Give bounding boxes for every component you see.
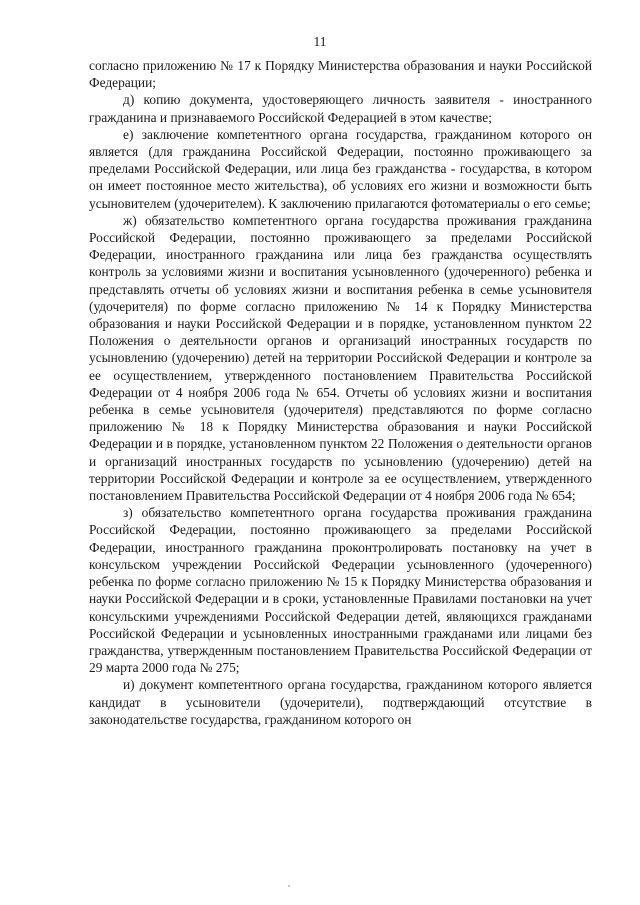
paragraph-item-d: д) копию документа, удостоверяющего личность заявителя - иностранного гражданина и признаваемого Российской Федерацией в этом качестве; bbox=[89, 92, 592, 125]
page-number: 11 bbox=[313, 34, 327, 49]
paragraph-continuation: согласно приложению № 17 к Порядку Министерства образования и науки Российской Федерации; bbox=[89, 58, 592, 91]
scan-speck bbox=[288, 885, 290, 887]
paragraph-item-e: е) заключение компетентного органа государства, гражданином которого он является (для гражданина Российской Федерации, постоянно проживающего за пределами Российской Федерации, или лица без гражданства - государства, в котором он имеет постоянное место жительства), об условиях его жизни и возможности быть усыновителем (удочерителем). К заключению прилагаются фотоматериалы о его семье; bbox=[89, 126, 592, 211]
paragraph-item-zh: ж) обязательство компетентного органа государства проживания гражданина Российской Федерации, постоянно проживающего за пределами Российской Федерации, иностранного гражданина или лица без гражданства осуществлять контроль за условиями жизни и воспитания усыновленного (удочеренного) ребенка и представлять отчеты об условиях жизни и воспитания ребенка в семье усыновителя (удочерителя) по форме согласно приложению № 14 к Порядку Министерства образования и науки Российской Федерации и в порядке, установленном пунктом 22 Положения о деятельности органов и организаций иностранных государств по усыновлению (удочерению) детей на территории Российской Федерации и контроле за ее осуществлением, утвержденного постановлением Правительства Российской Федерации от 4 ноября 2006 года № 654. Отчеты об условиях жизни и воспитания ребенка в семье усыновителя (удочерителя) представляются по форме согласно приложению № 18 к Порядку Министерства образования и науки Российской Федерации и в порядке, установленном пунктом 22 Положения о деятельности органов и организаций иностранных государств по усыновлению (удочерению) детей на территории Российской Федерации и контроле за ее осуществлением, утвержденного постановлением Правительства Российской Федерации от 4 ноября 2006 года № 654; bbox=[89, 212, 592, 504]
paragraph-item-z: з) обязательство компетентного органа государства проживания гражданина Российской Федерации, постоянно проживающего за пределами Российской Федерации, иностранного гражданина проконтролировать постановку на учет в консульском учреждении Российской Федерации усыновленного (удочеренного) ребенка по форме согласно приложению № 15 к Порядку Министерства образования и науки Российской Федерации и в сроки, установленные Правилами постановки на учет консульскими учреждениями Российской Федерации детей, являющихся гражданами Российской Федерации и усыновленных иностранными гражданами или лицами без гражданства, утвержденным постановлением Правительства Российской Федерации от 29 марта 2000 года № 275; bbox=[89, 505, 592, 676]
document-body bbox=[89, 57, 592, 728]
paragraph-item-i: и) документ компетентного органа государства, гражданином которого является кандидат в усыновители (удочерители), подтверждающий отсутствие в законодательстве государства, гражданином которого он bbox=[89, 677, 592, 727]
